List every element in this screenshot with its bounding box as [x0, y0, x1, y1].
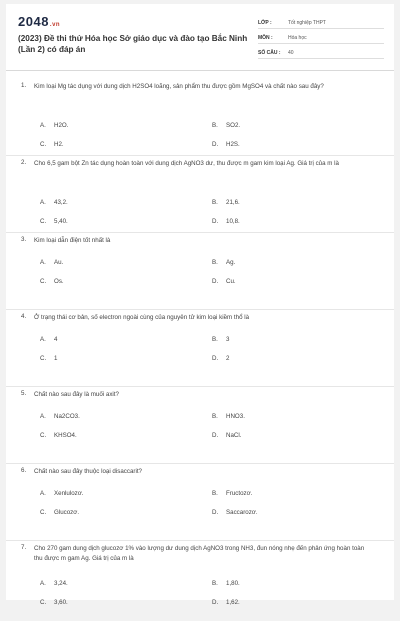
option-d[interactable]	[212, 218, 240, 225]
option-text: H2O.	[54, 122, 69, 129]
exam-meta	[258, 14, 384, 59]
option-a[interactable]	[40, 580, 68, 587]
question-text: Ở trạng thái cơ bản, số electron ngoài cùng của nguyên tử kim loại kiềm thổ là	[34, 314, 250, 321]
option-a[interactable]	[40, 122, 68, 129]
option-c[interactable]	[40, 218, 68, 225]
exam-title: (2023) Đề thi thử Hóa học Sở giáo dục và đào tạo Bắc Ninh (Lần 2) có đáp án	[18, 34, 248, 54]
option-text: Xenlulozơ.	[54, 490, 84, 497]
question-text: Kim loại Mg tác dụng với dung dịch H2SO4 loãng, sản phẩm thu được gồm MgSO4 và chất nào sau đây?	[34, 83, 324, 90]
question-item	[6, 467, 394, 541]
question-number: 1.	[21, 82, 27, 89]
option-text: 5,40.	[54, 218, 68, 225]
option-letter: D.	[212, 432, 219, 439]
option-text: 3,60.	[54, 599, 68, 606]
option-text: HNO3.	[226, 413, 245, 420]
option-text: 3	[226, 336, 230, 343]
option-letter: C.	[40, 278, 47, 285]
option-text: 43,2.	[54, 199, 68, 206]
option-b[interactable]	[212, 490, 252, 497]
option-c[interactable]	[40, 509, 79, 516]
meta-value: Hóa học	[288, 35, 307, 41]
question-text: Chất nào sau đây là muối axit?	[34, 391, 119, 398]
meta-row-class	[258, 14, 384, 29]
option-c[interactable]	[40, 278, 64, 285]
option-text: H2.	[54, 141, 64, 148]
option-d[interactable]	[212, 141, 240, 148]
question-item	[6, 236, 394, 310]
option-d[interactable]	[212, 355, 229, 362]
question-item	[6, 544, 394, 618]
option-letter: B.	[212, 336, 218, 343]
option-text: NaCl.	[226, 432, 242, 439]
question-number: 7.	[21, 544, 27, 551]
question-item	[6, 313, 394, 387]
meta-row-subject	[258, 29, 384, 44]
option-letter: C.	[40, 141, 47, 148]
option-letter: D.	[212, 278, 219, 285]
option-letter: A.	[40, 336, 46, 343]
option-text: H2S.	[226, 141, 240, 148]
site-logo[interactable]	[18, 14, 60, 29]
option-letter: B.	[212, 122, 218, 129]
option-letter: A.	[40, 413, 46, 420]
option-letter: D.	[212, 355, 219, 362]
question-text: Kim loại dẫn điện tốt nhất là	[34, 237, 111, 244]
question-number: 3.	[21, 236, 27, 243]
option-letter: A.	[40, 490, 46, 497]
question-item	[6, 82, 394, 156]
logo-text: 2048	[18, 14, 49, 29]
option-text: 1	[54, 355, 58, 362]
option-letter: C.	[40, 509, 47, 516]
question-text: Chất nào sau đây thuộc loại disaccarit?	[34, 468, 143, 475]
option-letter: D.	[212, 599, 219, 606]
option-c[interactable]	[40, 599, 68, 606]
option-c[interactable]	[40, 141, 64, 148]
option-text: 3,24.	[54, 580, 68, 587]
option-c[interactable]	[40, 355, 57, 362]
option-letter: B.	[212, 580, 218, 587]
option-text: Au.	[54, 259, 64, 266]
option-text: 10,8.	[226, 218, 240, 225]
meta-row-count	[258, 44, 384, 59]
option-text: SO2.	[226, 122, 241, 129]
option-a[interactable]	[40, 199, 68, 206]
option-text: Cu.	[226, 278, 236, 285]
option-text: 1,80.	[226, 580, 240, 587]
option-text: Fructozơ.	[226, 490, 253, 497]
meta-label: MÔN :	[258, 35, 273, 41]
option-a[interactable]	[40, 413, 80, 420]
option-b[interactable]	[212, 259, 235, 266]
option-b[interactable]	[212, 580, 240, 587]
option-text: 21,6.	[226, 199, 240, 206]
option-letter: B.	[212, 413, 218, 420]
option-text: Ag.	[226, 259, 236, 266]
option-letter: A.	[40, 122, 46, 129]
option-letter: D.	[212, 509, 219, 516]
option-text: Glucozơ.	[54, 509, 80, 516]
option-c[interactable]	[40, 432, 77, 439]
option-d[interactable]	[212, 432, 241, 439]
question-number: 2.	[21, 159, 27, 166]
option-text: 1,62.	[226, 599, 240, 606]
meta-label: LỚP :	[258, 20, 272, 26]
option-letter: B.	[212, 490, 218, 497]
option-text: Na2CO3.	[54, 413, 80, 420]
question-item	[6, 159, 394, 233]
question-number: 4.	[21, 313, 27, 320]
question-number: 5.	[21, 390, 27, 397]
meta-value: Tốt nghiệp THPT	[288, 20, 326, 26]
option-letter: B.	[212, 199, 218, 206]
option-d[interactable]	[212, 509, 258, 516]
option-letter: C.	[40, 355, 47, 362]
option-letter: A.	[40, 580, 46, 587]
question-item	[6, 390, 394, 464]
option-d[interactable]	[212, 599, 240, 606]
option-b[interactable]	[212, 199, 240, 206]
option-letter: C.	[40, 432, 47, 439]
question-list	[6, 82, 394, 621]
option-b[interactable]	[212, 336, 229, 343]
option-letter: D.	[212, 218, 219, 225]
option-letter: D.	[212, 141, 219, 148]
option-a[interactable]	[40, 336, 57, 343]
meta-label: SỐ CÂU :	[258, 50, 281, 56]
question-text: Cho 6,5 gam bột Zn tác dụng hoàn toàn với dung dịch AgNO3 dư, thu được m gam kim loại Ag. Giá trị của m là	[34, 160, 339, 167]
option-letter: B.	[212, 259, 218, 266]
option-letter: C.	[40, 218, 47, 225]
option-text: 4	[54, 336, 58, 343]
question-text: Cho 270 gam dung dịch glucozơ 1% vào lượng dư dung dịch AgNO3 trong NH3, đun nóng nhẹ đến phản ứng hoàn toàn thu được m gam Ag. Giá trị của m là	[34, 545, 365, 562]
option-b[interactable]	[212, 122, 240, 129]
option-text: KHSO4.	[54, 432, 77, 439]
question-number: 6.	[21, 467, 27, 474]
header-divider	[6, 70, 394, 71]
option-a[interactable]	[40, 259, 63, 266]
option-letter: C.	[40, 599, 47, 606]
exam-header	[6, 4, 394, 66]
option-a[interactable]	[40, 490, 84, 497]
option-text: 2	[226, 355, 230, 362]
option-letter: A.	[40, 259, 46, 266]
option-d[interactable]	[212, 278, 236, 285]
option-letter: A.	[40, 199, 46, 206]
meta-value: 40	[288, 50, 294, 56]
option-text: Saccarozơ.	[226, 509, 258, 516]
option-b[interactable]	[212, 413, 245, 420]
logo-suffix: .vn	[49, 22, 61, 28]
exam-page	[6, 4, 394, 606]
option-text: Os.	[54, 278, 64, 285]
